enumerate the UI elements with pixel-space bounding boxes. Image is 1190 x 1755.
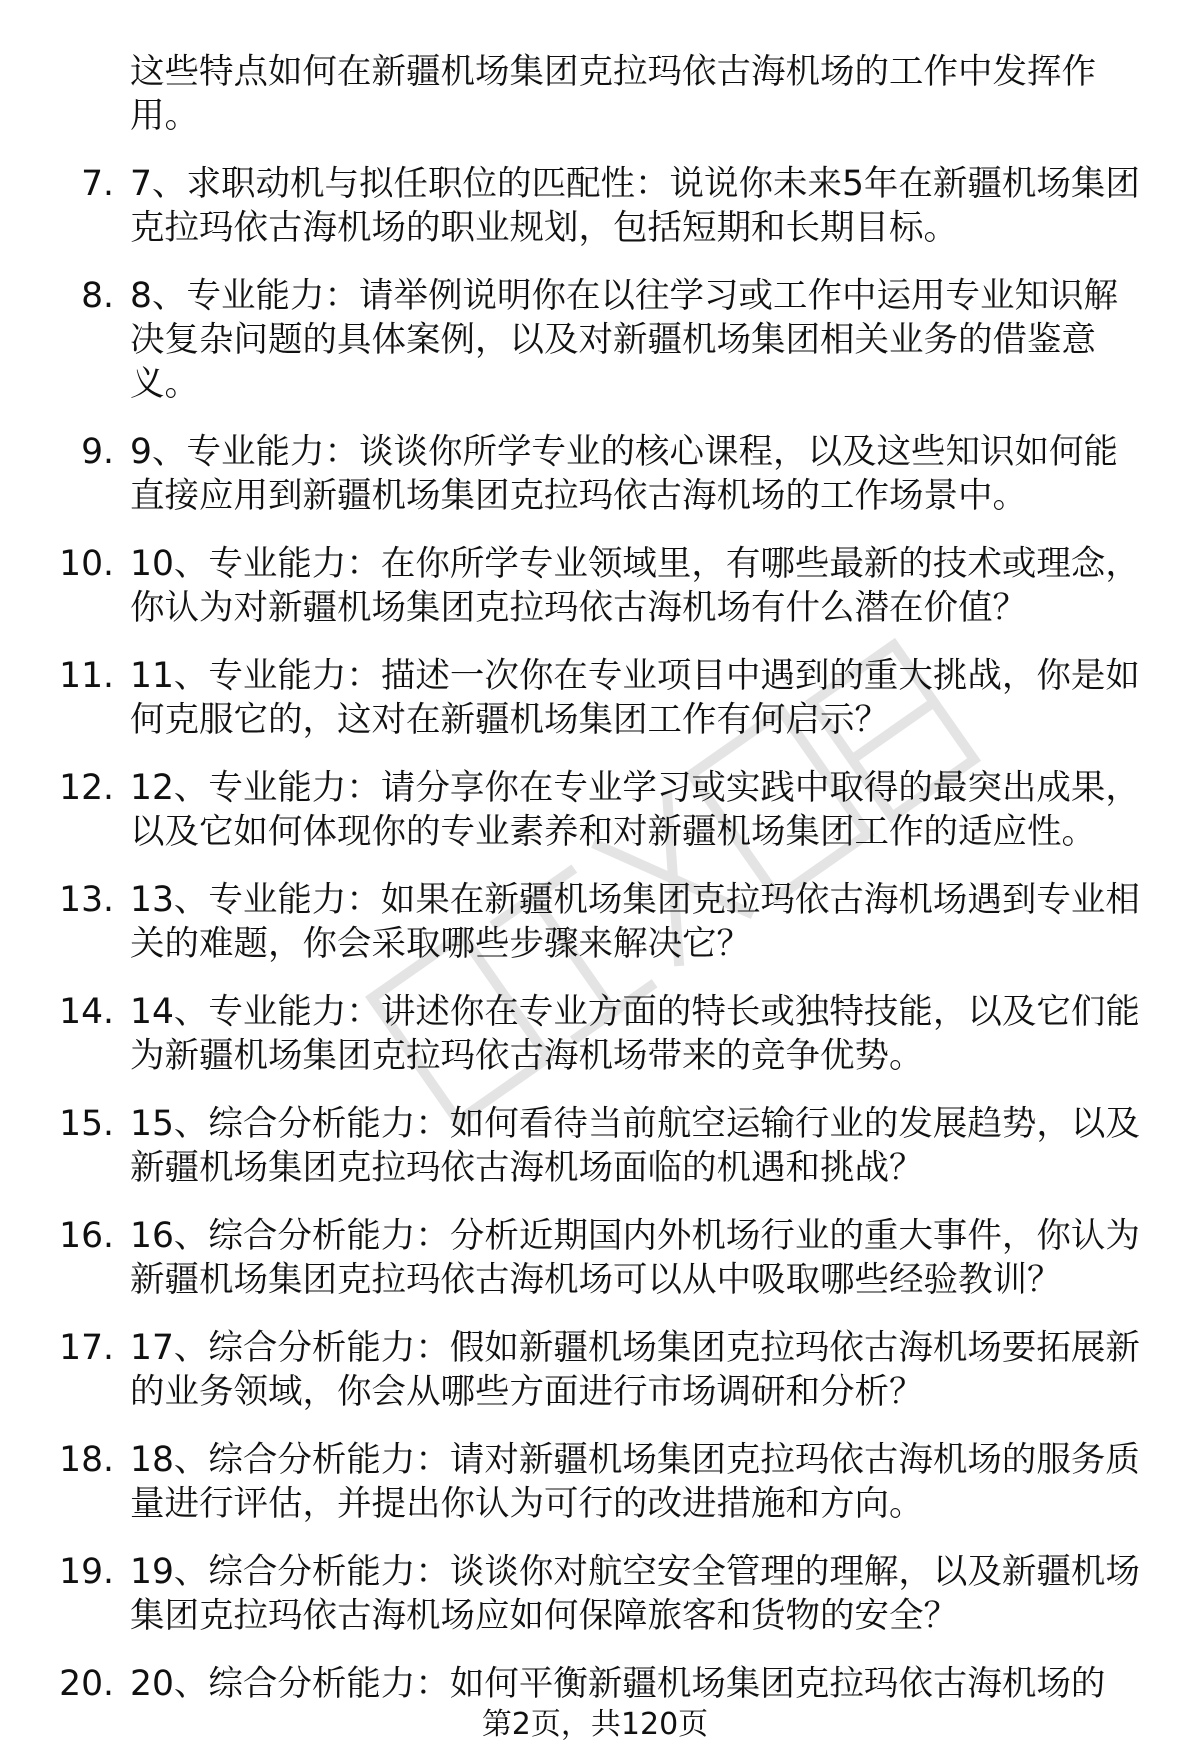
question-item xyxy=(59,766,1150,854)
question-text: 13、专业能力：如果在新疆机场集团克拉玛依古海机场遇到专业相关的难题，你会采取哪些步骤来解决它？ xyxy=(130,880,1140,964)
question-item xyxy=(59,990,1150,1078)
question-number: 17. xyxy=(59,1328,114,1368)
question-text: 19、综合分析能力：谈谈你对航空安全管理的理解，以及新疆机场集团克拉玛依古海机场应如何保障旅客和货物的安全？ xyxy=(130,1552,1140,1636)
question-item xyxy=(59,878,1150,966)
question-text: 9、专业能力：谈谈你所学专业的核心课程，以及这些知识如何能直接应用到新疆机场集团克拉玛依古海机场的工作场景中。 xyxy=(130,432,1118,516)
question-number: 16. xyxy=(59,1216,114,1256)
question-number: 11. xyxy=(59,656,114,696)
question-item xyxy=(81,162,1150,250)
question-text: 14、专业能力：讲述你在专业方面的特长或独特技能，以及它们能为新疆机场集团克拉玛依古海机场带来的竞争优势。 xyxy=(130,992,1140,1076)
document-page xyxy=(0,50,1190,1730)
question-text: 7、求职动机与拟任职位的匹配性：说说你未来5年在新疆机场集团克拉玛依古海机场的职业规划，包括短期和长期目标。 xyxy=(130,164,1140,248)
question-number: 15. xyxy=(59,1104,114,1144)
question-text: 10、专业能力：在你所学专业领域里，有哪些最新的技术或理念，你认为对新疆机场集团克拉玛依古海机场有什么潜在价值？ xyxy=(130,544,1140,628)
question-item xyxy=(59,1326,1150,1414)
question-text: 15、综合分析能力：如何看待当前航空运输行业的发展趋势，以及新疆机场集团克拉玛依古海机场面临的机遇和挑战？ xyxy=(130,1104,1140,1188)
question-number: 12. xyxy=(59,768,114,808)
question-item xyxy=(59,1438,1150,1526)
question-text: 17、综合分析能力：假如新疆机场集团克拉玛依古海机场要拓展新的业务领域，你会从哪些方面进行市场调研和分析？ xyxy=(130,1328,1140,1412)
question-item xyxy=(59,1550,1150,1638)
question-item xyxy=(81,274,1150,406)
question-item xyxy=(59,1102,1150,1190)
question-text: 18、综合分析能力：请对新疆机场集团克拉玛依古海机场的服务质量进行评估，并提出你认为可行的改进措施和方向。 xyxy=(130,1440,1140,1524)
question-item xyxy=(59,1214,1150,1302)
question-number: 9. xyxy=(81,432,114,472)
question-number: 20. xyxy=(59,1664,114,1704)
question-number: 19. xyxy=(59,1552,114,1592)
question-text: 11、专业能力：描述一次你在专业项目中遇到的重大挑战，你是如何克服它的，这对在新疆机场集团工作有何启示？ xyxy=(130,656,1140,740)
question-text: 8、专业能力：请举例说明你在以往学习或工作中运用专业知识解决复杂问题的具体案例，以及对新疆机场集团相关业务的借鉴意义。 xyxy=(130,276,1118,404)
question-item xyxy=(59,542,1150,630)
question-number: 18. xyxy=(59,1440,114,1480)
question-text: 12、专业能力：请分享你在专业学习或实践中取得的最突出成果，以及它如何体现你的专业素养和对新疆机场集团工作的适应性。 xyxy=(130,768,1140,852)
question-item xyxy=(81,430,1150,518)
question-text: 20、综合分析能力：如何平衡新疆机场集团克拉玛依古海机场的 xyxy=(130,1664,1106,1704)
question-number: 10. xyxy=(59,544,114,584)
continuation-paragraph: 这些特点如何在新疆机场集团克拉玛依古海机场的工作中发挥作用。 xyxy=(130,52,1096,136)
question-item xyxy=(59,1662,1150,1706)
question-number: 7. xyxy=(81,164,114,204)
question-text: 16、综合分析能力：分析近期国内外机场行业的重大事件，你认为新疆机场集团克拉玛依古海机场可以从中吸取哪些经验教训？ xyxy=(130,1216,1140,1300)
question-item xyxy=(59,654,1150,742)
page-footer: 第2页，共120页 xyxy=(481,1707,709,1742)
question-list xyxy=(0,162,1190,1706)
question-number: 8. xyxy=(81,276,114,316)
question-number: 13. xyxy=(59,880,114,920)
question-number: 14. xyxy=(59,992,114,1032)
